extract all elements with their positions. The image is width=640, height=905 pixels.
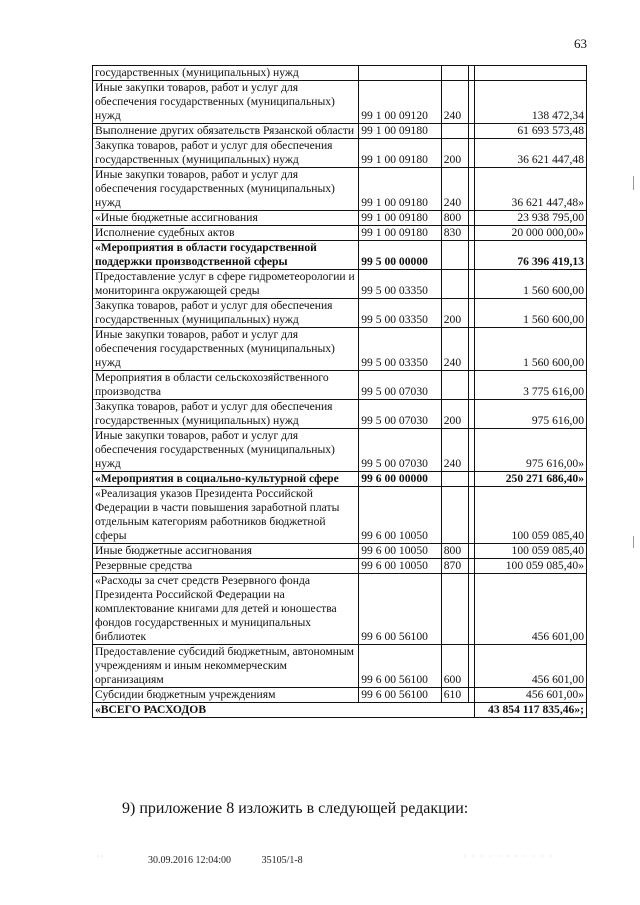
- total-label: «ВСЕГО РАСХОДОВ: [93, 703, 475, 718]
- table-row: [93, 124, 587, 139]
- row-vr: 240: [441, 168, 468, 211]
- row-sum: 1 560 600,00: [475, 328, 587, 371]
- row-name: Закупка товаров, работ и услуг для обеспечения государственных (муниципальных) нужд: [93, 139, 359, 168]
- table-row: [93, 81, 587, 124]
- table-row: [93, 328, 587, 371]
- row-sum: 975 616,00: [475, 400, 587, 429]
- page-number: 63: [574, 36, 587, 51]
- row-vr: [441, 241, 468, 270]
- row-code: 99 1 00 09120: [359, 81, 442, 124]
- row-vr: [441, 574, 468, 645]
- row-spacer: [468, 472, 475, 487]
- row-code: 99 5 00 03350: [359, 328, 442, 371]
- row-code: 99 5 00 03350: [359, 270, 442, 299]
- row-sum: 61 693 573,48: [475, 124, 587, 139]
- row-code: [359, 66, 442, 81]
- row-name: Резервные средства: [93, 559, 359, 574]
- row-sum: 456 601,00»: [475, 688, 587, 703]
- table-row: [93, 645, 587, 688]
- row-name: Иные закупки товаров, работ и услуг для обеспечения государственных (муниципальных) нужд: [93, 429, 359, 472]
- table-row: [93, 270, 587, 299]
- row-name: «Иные бюджетные ассигнования: [93, 211, 359, 226]
- row-spacer: [468, 226, 475, 241]
- row-vr: 610: [441, 688, 468, 703]
- row-spacer: [468, 139, 475, 168]
- edge-mark-bottom: [633, 536, 634, 548]
- row-name: «Мероприятия в социально-культурной сфере: [93, 472, 359, 487]
- table-row: [93, 168, 587, 211]
- row-vr: 200: [441, 400, 468, 429]
- table-row: [93, 211, 587, 226]
- table-row: [93, 299, 587, 328]
- row-code: 99 1 00 09180: [359, 226, 442, 241]
- row-vr: 870: [441, 559, 468, 574]
- table-row: [93, 487, 587, 544]
- row-name: государственных (муниципальных) нужд: [93, 66, 359, 81]
- paragraph-9: 9) приложение 8 изложить в следующей редакции:: [122, 800, 469, 817]
- row-name: Исполнение судебных актов: [93, 226, 359, 241]
- row-code: 99 1 00 09180: [359, 139, 442, 168]
- table-row: [93, 429, 587, 472]
- row-vr: [441, 124, 468, 139]
- row-spacer: [468, 574, 475, 645]
- total-row: [93, 703, 587, 718]
- row-sum: 23 938 795,00: [475, 211, 587, 226]
- table-row: [93, 371, 587, 400]
- footer: [148, 855, 331, 866]
- row-vr: [441, 270, 468, 299]
- row-vr: [441, 371, 468, 400]
- table-row: [93, 226, 587, 241]
- row-vr: 200: [441, 139, 468, 168]
- row-vr: 800: [441, 211, 468, 226]
- row-name: «Мероприятия в области государственной поддержки производственной сферы: [93, 241, 359, 270]
- row-code: 99 6 00 10050: [359, 544, 442, 559]
- row-vr: 240: [441, 328, 468, 371]
- row-code: 99 5 00 00000: [359, 241, 442, 270]
- row-code: 99 6 00 56100: [359, 645, 442, 688]
- row-spacer: [468, 299, 475, 328]
- row-sum: 100 059 085,40: [475, 487, 587, 544]
- row-spacer: [468, 487, 475, 544]
- row-spacer: [468, 66, 475, 81]
- row-vr: [441, 487, 468, 544]
- row-vr: 240: [441, 81, 468, 124]
- row-sum: 100 059 085,40»: [475, 559, 587, 574]
- row-sum: 36 621 447,48: [475, 139, 587, 168]
- row-name: «Реализация указов Президента Российской Федерации в части повышения заработной платы отдельным категориям работников бюджетной сферы: [93, 487, 359, 544]
- row-vr: 240: [441, 429, 468, 472]
- row-code: 99 6 00 00000: [359, 472, 442, 487]
- row-sum: 975 616,00»: [475, 429, 587, 472]
- row-spacer: [468, 429, 475, 472]
- footer-datetime: 30.09.2016 12:04:00: [148, 855, 232, 866]
- row-sum: 250 271 686,40»: [475, 472, 587, 487]
- row-vr: 800: [441, 544, 468, 559]
- row-sum: 100 059 085,40: [475, 544, 587, 559]
- row-spacer: [468, 270, 475, 299]
- row-spacer: [468, 168, 475, 211]
- table-row: [93, 574, 587, 645]
- row-name: Субсидии бюджетным учреждениям: [93, 688, 359, 703]
- row-code: 99 5 00 07030: [359, 400, 442, 429]
- row-name: Предоставление субсидий бюджетным, автономным учреждениям и иным некоммерческим организациям: [93, 645, 359, 688]
- row-spacer: [468, 688, 475, 703]
- row-spacer: [468, 371, 475, 400]
- row-name: «Расходы за счет средств Резервного фонда Президента Российской Федерации на комплектование книгами для детей и юношества фондов государственных и муниципальных библиотек: [93, 574, 359, 645]
- row-spacer: [468, 241, 475, 270]
- row-sum: 138 472,34: [475, 81, 587, 124]
- row-sum: 1 560 600,00: [475, 270, 587, 299]
- row-sum: 36 621 447,48»: [475, 168, 587, 211]
- row-spacer: [468, 124, 475, 139]
- row-code: 99 6 00 10050: [359, 559, 442, 574]
- row-name: Иные закупки товаров, работ и услуг для обеспечения государственных (муниципальных) нужд: [93, 328, 359, 371]
- row-spacer: [468, 400, 475, 429]
- row-name: Иные бюджетные ассигнования: [93, 544, 359, 559]
- row-name: Предоставление услуг в сфере гидрометеорологии и мониторинга окружающей среды: [93, 270, 359, 299]
- row-name: Закупка товаров, работ и услуг для обеспечения государственных (муниципальных) нужд: [93, 299, 359, 328]
- row-spacer: [468, 645, 475, 688]
- row-code: 99 5 00 03350: [359, 299, 442, 328]
- table-row: [93, 241, 587, 270]
- expenditure-table: [92, 65, 587, 718]
- footer-doc-id: 35105/1-8: [261, 855, 303, 866]
- row-spacer: [468, 328, 475, 371]
- row-vr: [441, 472, 468, 487]
- row-sum: 1 560 600,00: [475, 299, 587, 328]
- scan-mark-right: · · · · · · · · · · ·: [463, 852, 555, 861]
- table-row: [93, 139, 587, 168]
- row-code: 99 1 00 09180: [359, 211, 442, 226]
- row-code: 99 6 00 56100: [359, 574, 442, 645]
- row-name: Иные закупки товаров, работ и услуг для обеспечения государственных (муниципальных) нужд: [93, 81, 359, 124]
- table-row: [93, 559, 587, 574]
- row-sum: [475, 66, 587, 81]
- table-row: [93, 544, 587, 559]
- row-vr: 200: [441, 299, 468, 328]
- row-code: 99 5 00 07030: [359, 429, 442, 472]
- row-code: 99 5 00 07030: [359, 371, 442, 400]
- row-spacer: [468, 544, 475, 559]
- row-sum: 456 601,00: [475, 645, 587, 688]
- row-name: Выполнение других обязательств Рязанской области: [93, 124, 359, 139]
- row-name: Мероприятия в области сельскохозяйственного производства: [93, 371, 359, 400]
- total-sum: 43 854 117 835,46»;: [475, 703, 587, 718]
- row-vr: 600: [441, 645, 468, 688]
- row-sum: 3 775 616,00: [475, 371, 587, 400]
- scan-mark-left: · ·: [96, 852, 104, 861]
- table-row: [93, 400, 587, 429]
- row-spacer: [468, 81, 475, 124]
- row-spacer: [468, 559, 475, 574]
- row-code: 99 1 00 09180: [359, 124, 442, 139]
- row-sum: 456 601,00: [475, 574, 587, 645]
- row-code: 99 6 00 56100: [359, 688, 442, 703]
- row-code: 99 1 00 09180: [359, 168, 442, 211]
- row-sum: 20 000 000,00»: [475, 226, 587, 241]
- row-vr: 830: [441, 226, 468, 241]
- row-sum: 76 396 419,13: [475, 241, 587, 270]
- table-row: [93, 66, 587, 81]
- row-vr: [441, 66, 468, 81]
- row-name: Закупка товаров, работ и услуг для обеспечения государственных (муниципальных) нужд: [93, 400, 359, 429]
- row-spacer: [468, 211, 475, 226]
- edge-mark-top: [633, 176, 634, 190]
- table-row: [93, 472, 587, 487]
- row-code: 99 6 00 10050: [359, 487, 442, 544]
- row-name: Иные закупки товаров, работ и услуг для обеспечения государственных (муниципальных) нужд: [93, 168, 359, 211]
- table-row: [93, 688, 587, 703]
